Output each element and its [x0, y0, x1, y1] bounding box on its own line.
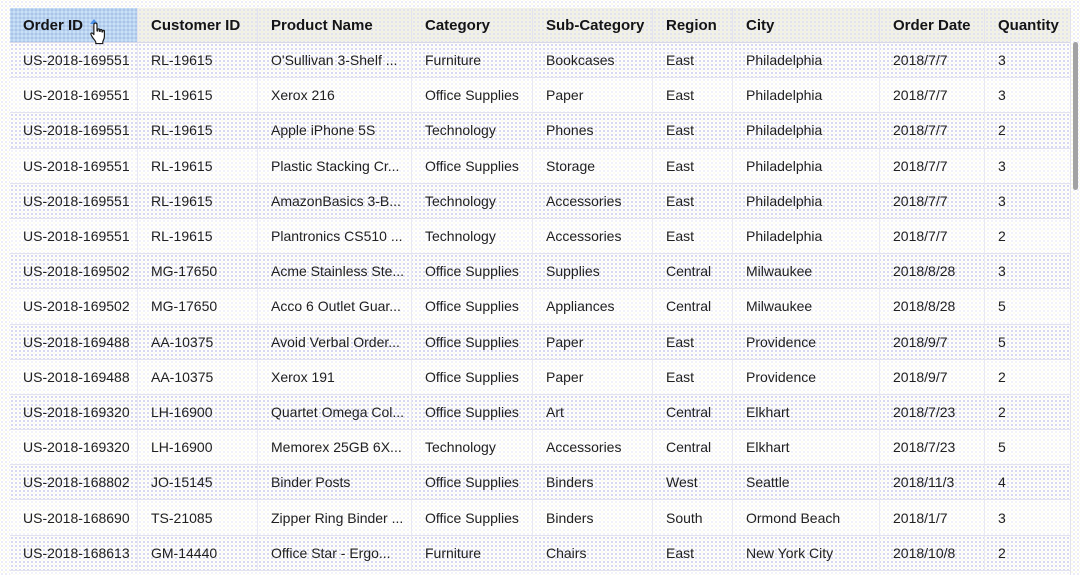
- cell-customer_id: LH-16900: [138, 430, 258, 464]
- cell-customer_id: JO-15145: [138, 465, 258, 499]
- cell-sub_category: Storage: [533, 149, 653, 183]
- cell-product_name: Apple iPhone 5S: [258, 113, 412, 147]
- cell-category: Office Supplies: [412, 254, 533, 288]
- cell-category: Office Supplies: [412, 465, 533, 499]
- table-row: [10, 43, 1070, 78]
- cell-quantity: 2: [998, 368, 1006, 385]
- cell-city: Philadelphia: [733, 184, 880, 218]
- table-body: [10, 43, 1070, 575]
- cell-city: Providence: [733, 325, 880, 359]
- vertical-scrollbar-thumb[interactable]: [1073, 42, 1078, 190]
- table-row: [10, 536, 1070, 571]
- cell-sub_category: Paper: [533, 325, 653, 359]
- cell-sub_category: Paper: [533, 360, 653, 394]
- column-header-customer_id[interactable]: [138, 8, 258, 42]
- cell-customer_id: RL-19615: [138, 43, 258, 77]
- cell-product_name: Acme Stainless Ste...: [258, 254, 412, 288]
- cell-city: Providence: [733, 360, 880, 394]
- cell-order_date: 2018/7/23: [880, 395, 985, 429]
- column-header-label: Region: [666, 16, 717, 34]
- cell-product_name: Quartet Omega Col...: [258, 395, 412, 429]
- table-row: [10, 184, 1070, 219]
- cell-region: East: [653, 360, 733, 394]
- cell-quantity: 3: [998, 192, 1006, 209]
- cell-region: East: [653, 149, 733, 183]
- cell-product_name: AmazonBasics 3-B...: [258, 184, 412, 218]
- table-row: [10, 395, 1070, 430]
- cell-region: South: [653, 500, 733, 534]
- table-row: [10, 113, 1070, 148]
- cell-quantity: 3: [998, 52, 1006, 69]
- cell-product_name: Memorex 25GB 6X...: [258, 430, 412, 464]
- column-header-label: Category: [425, 16, 491, 34]
- cell-region: East: [653, 325, 733, 359]
- cell-order_date: 2018/10/8: [880, 536, 985, 570]
- table-row: [10, 465, 1070, 500]
- cell-city: New York City: [733, 536, 880, 570]
- cell-region: Central: [653, 430, 733, 464]
- cell-category: Technology: [412, 219, 533, 253]
- cell-quantity: 4: [998, 474, 1006, 491]
- cell-region: West: [653, 465, 733, 499]
- table-row: [10, 500, 1070, 535]
- cell-customer_id: RL-19615: [138, 113, 258, 147]
- cell-city: Elkhart: [733, 395, 880, 429]
- cell-order_date: 2018/9/7: [880, 325, 985, 359]
- cell-region: East: [653, 219, 733, 253]
- cell-customer_id: RL-19615: [138, 78, 258, 112]
- column-header-product_name[interactable]: [258, 8, 412, 42]
- cell-product_name: Binder Posts: [258, 465, 412, 499]
- cell-customer_id: AA-10375: [138, 325, 258, 359]
- column-header-label: Order ID: [23, 16, 84, 34]
- cell-quantity: 5: [998, 298, 1006, 315]
- cell-customer_id: MG-17650: [138, 289, 258, 323]
- cell-order_id: US-2018-169320: [10, 395, 138, 429]
- cell-category: Office Supplies: [412, 325, 533, 359]
- cell-region: Central: [653, 254, 733, 288]
- cell-sub_category: Paper: [533, 78, 653, 112]
- cell-region: East: [653, 184, 733, 218]
- cell-region: East: [653, 113, 733, 147]
- cell-order_date: 2018/7/23: [880, 430, 985, 464]
- cell-quantity: 3: [998, 509, 1006, 526]
- caret-up-icon: [90, 19, 98, 24]
- cell-order_date: 2018/7/7: [880, 149, 985, 183]
- cell-sub_category: Art: [533, 395, 653, 429]
- cell-region: East: [653, 78, 733, 112]
- cell-category: Office Supplies: [412, 500, 533, 534]
- cell-city: Philadelphia: [733, 78, 880, 112]
- column-header-category[interactable]: [412, 8, 533, 42]
- cell-category: Technology: [412, 113, 533, 147]
- cell-order_date: 2018/7/7: [880, 113, 985, 147]
- column-header-label: Order Date: [893, 16, 971, 34]
- cell-category: Office Supplies: [412, 395, 533, 429]
- cell-category: Office Supplies: [412, 78, 533, 112]
- cell-category: Furniture: [412, 536, 533, 570]
- cell-order_date: 2018/1/7: [880, 500, 985, 534]
- cell-order_date: 2018/8/28: [880, 289, 985, 323]
- cell-order_id: US-2018-169551: [10, 219, 138, 253]
- cell-region: Central: [653, 289, 733, 323]
- table-row: [10, 325, 1070, 360]
- table-row: [10, 430, 1070, 465]
- cell-sub_category: Phones: [533, 113, 653, 147]
- cell-sub_category: Chairs: [533, 536, 653, 570]
- table-row: [10, 254, 1070, 289]
- caret-down-icon: [90, 26, 98, 31]
- cell-quantity: 2: [998, 228, 1006, 245]
- column-header-order_date[interactable]: [880, 8, 985, 42]
- cell-sub_category: Supplies: [533, 254, 653, 288]
- cell-sub_category: Accessories: [533, 430, 653, 464]
- cell-sub_category: Appliances: [533, 289, 653, 323]
- cell-city: Philadelphia: [733, 149, 880, 183]
- cell-customer_id: RL-19615: [138, 149, 258, 183]
- cell-product_name: Office Star - Ergo...: [258, 536, 412, 570]
- table-row: [10, 360, 1070, 395]
- cell-order_id: US-2018-168613: [10, 536, 138, 570]
- cell-product_name: Acco 6 Outlet Guar...: [258, 289, 412, 323]
- table-row: [10, 78, 1070, 113]
- cell-city: Elkhart: [733, 430, 880, 464]
- column-header-label: Sub-Category: [546, 16, 645, 34]
- column-header-region[interactable]: [653, 8, 733, 42]
- cell-order_id: US-2018-169551: [10, 113, 138, 147]
- cell-city: Philadelphia: [733, 43, 880, 77]
- cell-customer_id: LH-16900: [138, 395, 258, 429]
- cell-product_name: Zipper Ring Binder ...: [258, 500, 412, 534]
- cell-order_date: 2018/11/3: [880, 465, 985, 499]
- cell-category: Office Supplies: [412, 149, 533, 183]
- cell-quantity: 3: [998, 263, 1006, 280]
- sort-icon: [90, 19, 98, 32]
- cell-order_id: US-2018-169502: [10, 254, 138, 288]
- orders-table: [10, 8, 1071, 575]
- cell-product_name: Plantronics CS510 ...: [258, 219, 412, 253]
- cell-order_date: 2018/8/28: [880, 254, 985, 288]
- cell-sub_category: Binders: [533, 465, 653, 499]
- column-header-label: Product Name: [271, 16, 373, 34]
- cell-category: Technology: [412, 184, 533, 218]
- cell-product_name: Xerox 216: [258, 78, 412, 112]
- cell-city: Philadelphia: [733, 113, 880, 147]
- cell-category: Office Supplies: [412, 360, 533, 394]
- cell-region: East: [653, 43, 733, 77]
- column-header-label: Customer ID: [151, 16, 241, 34]
- cell-order_id: US-2018-169488: [10, 325, 138, 359]
- column-header-label: Quantity: [998, 16, 1059, 34]
- column-header-city[interactable]: [733, 8, 880, 42]
- cell-order_id: US-2018-169551: [10, 43, 138, 77]
- cell-city: Philadelphia: [733, 219, 880, 253]
- column-header-label: City: [746, 16, 775, 34]
- cell-quantity: 5: [998, 333, 1006, 350]
- cell-product_name: Plastic Stacking Cr...: [258, 149, 412, 183]
- table-row-partial: [10, 571, 1070, 575]
- cell-order_id: US-2018-169551: [10, 184, 138, 218]
- cell-customer_id: TS-21085: [138, 500, 258, 534]
- table-row: [10, 289, 1070, 324]
- cell-city: Milwaukee: [733, 254, 880, 288]
- cell-customer_id: AA-10375: [138, 360, 258, 394]
- cell-sub_category: Binders: [533, 500, 653, 534]
- cell-customer_id: MG-17650: [138, 254, 258, 288]
- cell-region: East: [653, 536, 733, 570]
- column-header-sub_category[interactable]: [533, 8, 653, 42]
- cell-product_name: Avoid Verbal Order...: [258, 325, 412, 359]
- cell-order_date: 2018/9/7: [880, 360, 985, 394]
- cell-order_id: US-2018-168802: [10, 465, 138, 499]
- cell-category: Technology: [412, 430, 533, 464]
- cell-quantity: 3: [998, 157, 1006, 174]
- cell-city: Seattle: [733, 465, 880, 499]
- column-header-order_id[interactable]: [10, 8, 138, 42]
- cell-order_id: US-2018-169488: [10, 360, 138, 394]
- cell-category: Furniture: [412, 43, 533, 77]
- table-row: [10, 219, 1070, 254]
- cell-order_id: US-2018-169551: [10, 149, 138, 183]
- cell-quantity: 2: [998, 403, 1006, 420]
- cell-city: Milwaukee: [733, 289, 880, 323]
- cell-quantity: 3: [998, 87, 1006, 104]
- cell-order_date: 2018/7/7: [880, 219, 985, 253]
- table-header-row: [10, 8, 1070, 43]
- cell-customer_id: RL-19615: [138, 184, 258, 218]
- cell-order_date: 2018/7/7: [880, 78, 985, 112]
- cell-quantity: 2: [998, 544, 1006, 561]
- cell-order_date: 2018/7/7: [880, 184, 985, 218]
- column-header-quantity[interactable]: [985, 8, 1070, 42]
- cell-sub_category: Accessories: [533, 219, 653, 253]
- cell-sub_category: Accessories: [533, 184, 653, 218]
- cell-order_id: US-2018-169320: [10, 430, 138, 464]
- cell-city: Ormond Beach: [733, 500, 880, 534]
- cell-category: Office Supplies: [412, 289, 533, 323]
- cell-product_name: O'Sullivan 3-Shelf ...: [258, 43, 412, 77]
- cell-quantity: 2: [998, 122, 1006, 139]
- cell-product_name: Xerox 191: [258, 360, 412, 394]
- cell-order_date: 2018/7/7: [880, 43, 985, 77]
- cell-order_id: US-2018-168690: [10, 500, 138, 534]
- cell-customer_id: GM-14440: [138, 536, 258, 570]
- cell-order_id: US-2018-169502: [10, 289, 138, 323]
- cell-quantity: 5: [998, 439, 1006, 456]
- cell-sub_category: Bookcases: [533, 43, 653, 77]
- cell-customer_id: RL-19615: [138, 219, 258, 253]
- cell-order_id: US-2018-169551: [10, 78, 138, 112]
- cell-region: Central: [653, 395, 733, 429]
- table-row: [10, 149, 1070, 184]
